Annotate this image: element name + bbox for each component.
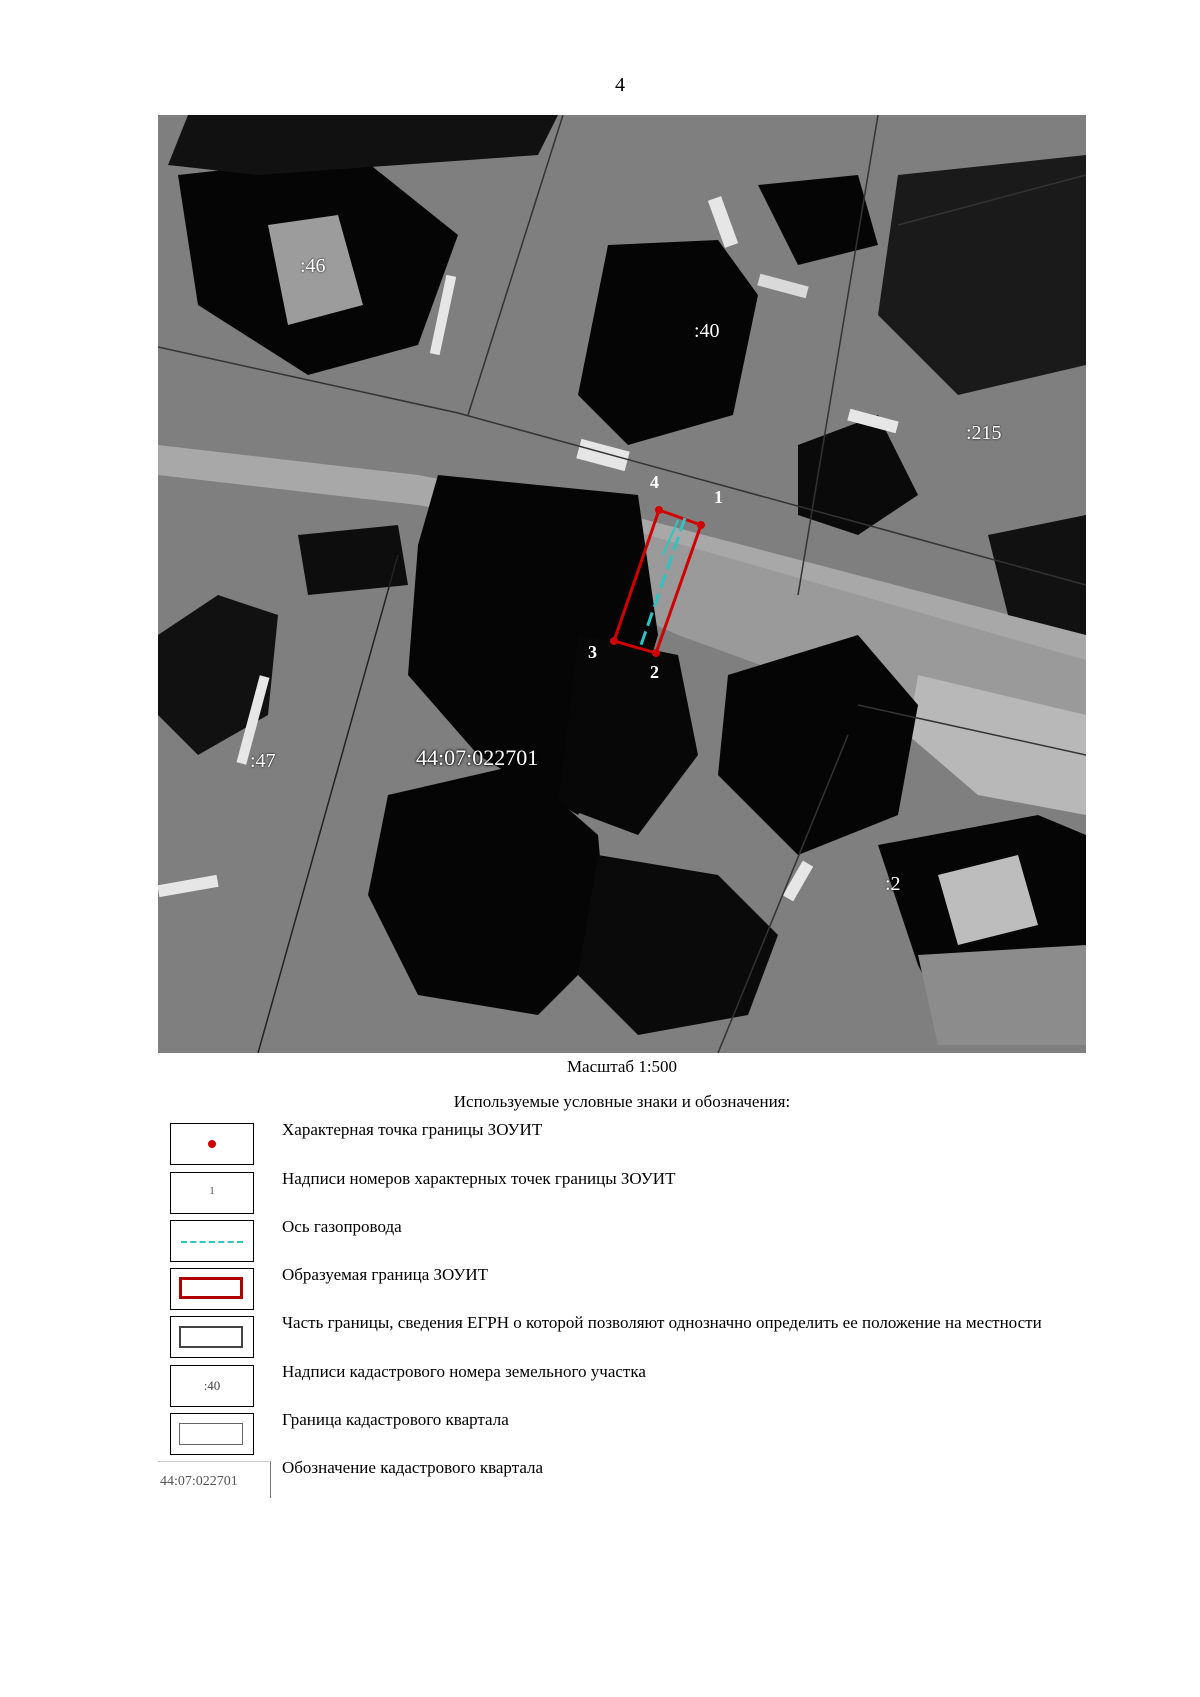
legend-symbol-box [170,1365,254,1407]
page-number: 4 [615,74,625,96]
red-rectangle-icon [179,1277,243,1299]
gray-rectangle-icon [179,1326,243,1348]
legend-text: Надписи номеров характерных точек границы ЗОУИТ [282,1169,676,1188]
dashed-cyan-line-icon [181,1241,243,1243]
parcel-label: :2 [885,873,901,895]
parcel-label: :46 [300,255,326,277]
legend-text: Ось газопровода [282,1217,402,1236]
legend-text: Обозначение кадастрового квартала [282,1458,544,1477]
scale-caption: Масштаб 1:500 [566,1057,678,1076]
legend-text: Часть границы, сведения ЕГРН о которой позволяют однозначно определить ее положение на местности [282,1313,1042,1332]
red-dot-icon [208,1140,216,1148]
quarter-label: 44:07:022701 [416,745,539,770]
legend-text: Граница кадастрового квартала [282,1410,509,1429]
legend-text: Образуемая граница ЗОУИТ [282,1265,489,1284]
legend-symbol-box [170,1268,254,1310]
legend-text: Характерная точка границы ЗОУИТ [282,1120,543,1139]
legend-symbol-box [170,1172,254,1214]
legend-text: Надписи кадастрового номера земельного участка [282,1362,646,1381]
cadastral-map [158,115,1086,1053]
point-number-sample: 1 [209,1185,215,1197]
point-label-4: 4 [650,472,659,492]
light-rectangle-icon [179,1423,243,1445]
parcel-label: :47 [250,750,276,772]
legend-symbol-box [170,1316,254,1358]
point-label-1: 1 [714,487,723,507]
map-imagery [158,115,1086,1053]
legend-symbol-box [170,1220,254,1262]
legend-symbol-box [170,1123,254,1165]
parcel-label: :215 [966,422,1002,444]
legend-title: Используемые условные знаки и обозначения: [453,1092,791,1111]
legend-symbol-box [158,1461,271,1498]
legend-symbol-box [170,1413,254,1455]
cadastral-number-sample: :40 [203,1378,221,1393]
parcel-label: :40 [694,320,720,342]
point-label-3: 3 [588,642,597,662]
point-label-2: 2 [650,662,659,682]
quarter-number-sample: 44:07:022701 [160,1474,238,1489]
